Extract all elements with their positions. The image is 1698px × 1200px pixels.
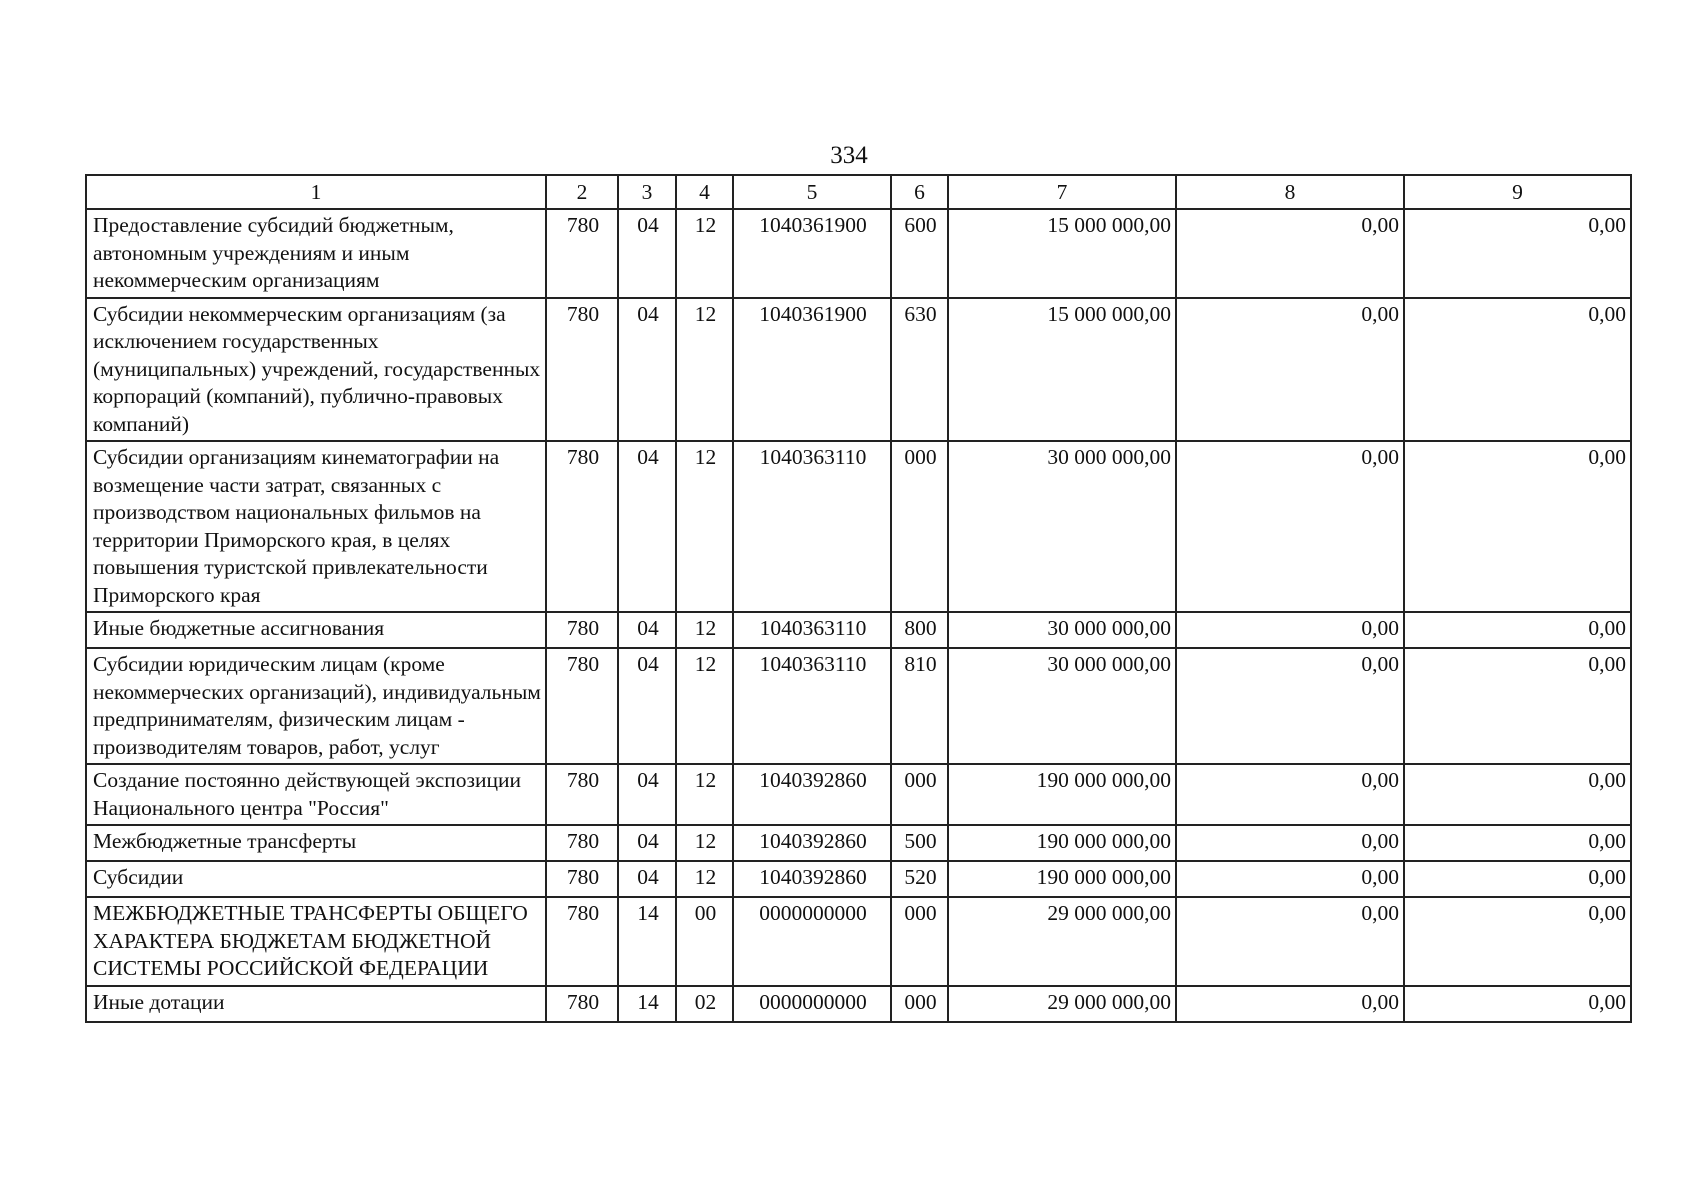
expense-type-code: 810 bbox=[891, 648, 948, 764]
amount-col8: 0,00 bbox=[1176, 612, 1404, 648]
target-article-code: 1040363110 bbox=[733, 612, 891, 648]
row-description: Субсидии bbox=[86, 861, 546, 897]
target-article-code: 1040392860 bbox=[733, 825, 891, 861]
amount-col7: 30 000 000,00 bbox=[948, 648, 1176, 764]
subsection-code: 00 bbox=[676, 897, 733, 986]
expense-type-code: 630 bbox=[891, 298, 948, 442]
row-description: Субсидии юридическим лицам (кроме некоммерческих организаций), индивидуальным предпринимателям, физическим лицам - производителям товаров, работ, услуг bbox=[86, 648, 546, 764]
table-row bbox=[86, 298, 1631, 442]
target-article-code: 0000000000 bbox=[733, 897, 891, 986]
row-description: Иные дотации bbox=[86, 986, 546, 1022]
amount-col9: 0,00 bbox=[1404, 648, 1631, 764]
table-row bbox=[86, 612, 1631, 648]
section-code: 04 bbox=[618, 612, 676, 648]
table-header bbox=[86, 175, 1631, 209]
amount-col8: 0,00 bbox=[1176, 897, 1404, 986]
table-row bbox=[86, 986, 1631, 1022]
subsection-code: 12 bbox=[676, 612, 733, 648]
table-row bbox=[86, 825, 1631, 861]
target-article-code: 1040363110 bbox=[733, 441, 891, 612]
row-description: Создание постоянно действующей экспозиции Национального центра "Россия" bbox=[86, 764, 546, 825]
amount-col7: 190 000 000,00 bbox=[948, 825, 1176, 861]
row-description: Предоставление субсидий бюджетным, автономным учреждениям и иным некоммерческим организациям bbox=[86, 209, 546, 298]
expense-type-code: 000 bbox=[891, 986, 948, 1022]
amount-col8: 0,00 bbox=[1176, 986, 1404, 1022]
ministry-code: 780 bbox=[546, 825, 618, 861]
expense-type-code: 800 bbox=[891, 612, 948, 648]
target-article-code: 1040361900 bbox=[733, 298, 891, 442]
section-code: 04 bbox=[618, 209, 676, 298]
page-number: 334 bbox=[830, 142, 868, 169]
row-description: Межбюджетные трансферты bbox=[86, 825, 546, 861]
table-row bbox=[86, 861, 1631, 897]
amount-col8: 0,00 bbox=[1176, 441, 1404, 612]
expense-type-code: 500 bbox=[891, 825, 948, 861]
table-row bbox=[86, 648, 1631, 764]
ministry-code: 780 bbox=[546, 441, 618, 612]
row-description: Иные бюджетные ассигнования bbox=[86, 612, 546, 648]
column-header: 7 bbox=[948, 175, 1176, 209]
amount-col7: 29 000 000,00 bbox=[948, 986, 1176, 1022]
table-row bbox=[86, 897, 1631, 986]
subsection-code: 02 bbox=[676, 986, 733, 1022]
amount-col9: 0,00 bbox=[1404, 298, 1631, 442]
column-header: 8 bbox=[1176, 175, 1404, 209]
table-body bbox=[86, 209, 1631, 1022]
amount-col7: 15 000 000,00 bbox=[948, 209, 1176, 298]
section-code: 04 bbox=[618, 298, 676, 442]
amount-col8: 0,00 bbox=[1176, 861, 1404, 897]
ministry-code: 780 bbox=[546, 764, 618, 825]
subsection-code: 12 bbox=[676, 825, 733, 861]
expense-type-code: 520 bbox=[891, 861, 948, 897]
column-header: 9 bbox=[1404, 175, 1631, 209]
amount-col9: 0,00 bbox=[1404, 764, 1631, 825]
amount-col9: 0,00 bbox=[1404, 825, 1631, 861]
ministry-code: 780 bbox=[546, 897, 618, 986]
subsection-code: 12 bbox=[676, 648, 733, 764]
amount-col7: 190 000 000,00 bbox=[948, 861, 1176, 897]
section-code: 04 bbox=[618, 764, 676, 825]
column-header: 1 bbox=[86, 175, 546, 209]
ministry-code: 780 bbox=[546, 612, 618, 648]
column-header: 4 bbox=[676, 175, 733, 209]
budget-table bbox=[85, 174, 1632, 1023]
column-header: 5 bbox=[733, 175, 891, 209]
ministry-code: 780 bbox=[546, 986, 618, 1022]
amount-col7: 30 000 000,00 bbox=[948, 612, 1176, 648]
section-code: 14 bbox=[618, 897, 676, 986]
column-header: 3 bbox=[618, 175, 676, 209]
subsection-code: 12 bbox=[676, 209, 733, 298]
expense-type-code: 000 bbox=[891, 764, 948, 825]
table-row bbox=[86, 209, 1631, 298]
expense-type-code: 000 bbox=[891, 441, 948, 612]
section-code: 04 bbox=[618, 441, 676, 612]
target-article-code: 1040392860 bbox=[733, 764, 891, 825]
amount-col9: 0,00 bbox=[1404, 209, 1631, 298]
subsection-code: 12 bbox=[676, 441, 733, 612]
amount-col9: 0,00 bbox=[1404, 897, 1631, 986]
amount-col8: 0,00 bbox=[1176, 825, 1404, 861]
amount-col9: 0,00 bbox=[1404, 986, 1631, 1022]
section-code: 04 bbox=[618, 861, 676, 897]
amount-col9: 0,00 bbox=[1404, 441, 1631, 612]
ministry-code: 780 bbox=[546, 648, 618, 764]
subsection-code: 12 bbox=[676, 764, 733, 825]
amount-col9: 0,00 bbox=[1404, 861, 1631, 897]
amount-col8: 0,00 bbox=[1176, 209, 1404, 298]
ministry-code: 780 bbox=[546, 298, 618, 442]
target-article-code: 0000000000 bbox=[733, 986, 891, 1022]
row-description: МЕЖБЮДЖЕТНЫЕ ТРАНСФЕРТЫ ОБЩЕГО ХАРАКТЕРА БЮДЖЕТАМ БЮДЖЕТНОЙ СИСТЕМЫ РОССИЙСКОЙ ФЕДЕРАЦИИ bbox=[86, 897, 546, 986]
row-description: Субсидии организациям кинематографии на возмещение части затрат, связанных с производством национальных фильмов на территории Приморского края, в целях повышения туристской привлекательности Приморского края bbox=[86, 441, 546, 612]
header-row bbox=[86, 175, 1631, 209]
amount-col7: 29 000 000,00 bbox=[948, 897, 1176, 986]
table-row bbox=[86, 764, 1631, 825]
ministry-code: 780 bbox=[546, 209, 618, 298]
amount-col7: 30 000 000,00 bbox=[948, 441, 1176, 612]
section-code: 04 bbox=[618, 825, 676, 861]
section-code: 14 bbox=[618, 986, 676, 1022]
amount-col7: 15 000 000,00 bbox=[948, 298, 1176, 442]
amount-col8: 0,00 bbox=[1176, 648, 1404, 764]
column-header: 2 bbox=[546, 175, 618, 209]
amount-col7: 190 000 000,00 bbox=[948, 764, 1176, 825]
table-row bbox=[86, 441, 1631, 612]
amount-col9: 0,00 bbox=[1404, 612, 1631, 648]
amount-col8: 0,00 bbox=[1176, 764, 1404, 825]
target-article-code: 1040363110 bbox=[733, 648, 891, 764]
row-description: Субсидии некоммерческим организациям (за исключением государственных (муниципальных) учреждений, государственных корпораций (компаний), публично-правовых компаний) bbox=[86, 298, 546, 442]
target-article-code: 1040361900 bbox=[733, 209, 891, 298]
expense-type-code: 600 bbox=[891, 209, 948, 298]
target-article-code: 1040392860 bbox=[733, 861, 891, 897]
column-header: 6 bbox=[891, 175, 948, 209]
ministry-code: 780 bbox=[546, 861, 618, 897]
subsection-code: 12 bbox=[676, 861, 733, 897]
subsection-code: 12 bbox=[676, 298, 733, 442]
amount-col8: 0,00 bbox=[1176, 298, 1404, 442]
expense-type-code: 000 bbox=[891, 897, 948, 986]
section-code: 04 bbox=[618, 648, 676, 764]
